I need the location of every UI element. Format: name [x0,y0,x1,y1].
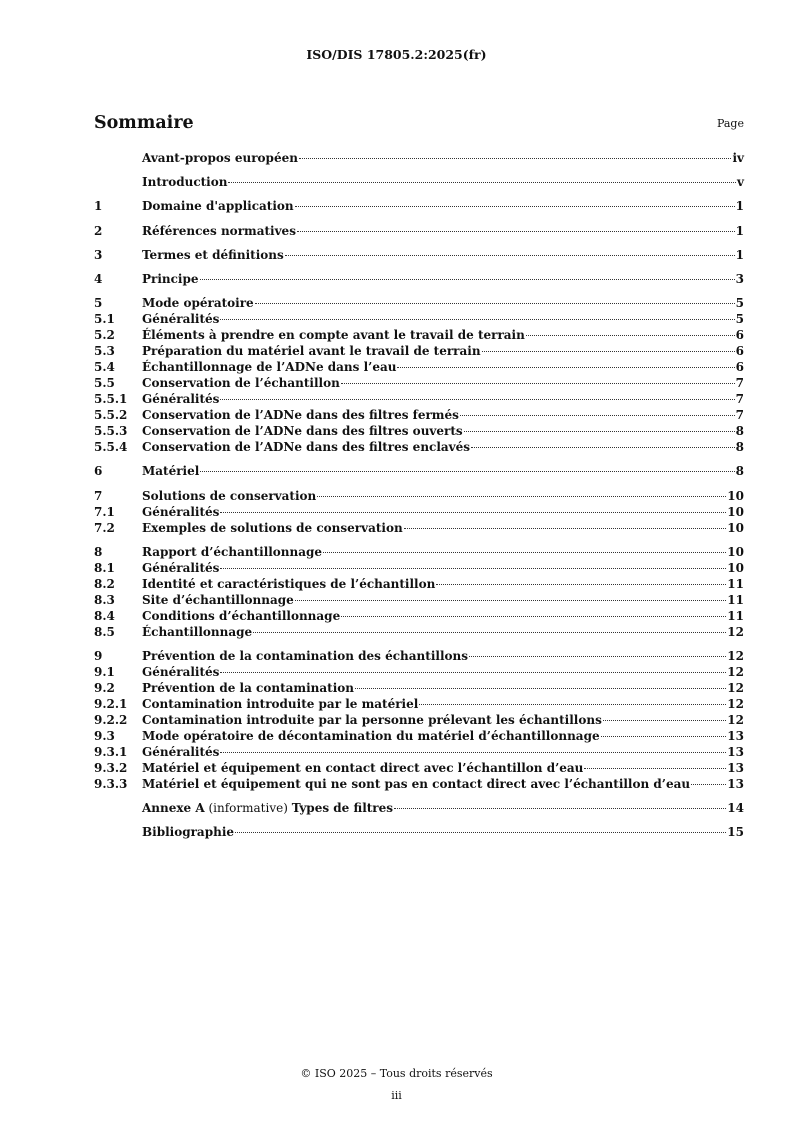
toc-entry[interactable] [94,407,744,423]
toc-entry-page: 1 [735,247,744,262]
toc-entry-number: 8.4 [94,608,115,623]
dot-leader [601,736,727,737]
toc-entry-title: Généralités [142,504,220,519]
toc-entry-title: Rapport d’échantillonnage [142,544,323,559]
dot-leader [404,528,727,529]
toc-entry-title: Généralités [142,560,220,575]
toc-entry-title: Échantillonnage de l’ADNe dans l’eau [142,360,397,375]
toc-entry-page: 13 [727,776,744,791]
toc-entry-number: 2 [94,223,103,238]
dot-leader [341,383,735,384]
toc-entry-title: Références normatives [142,223,296,238]
toc-entry-page: 8 [735,440,744,455]
toc-entry-title: Mode opératoire [142,296,254,311]
dot-leader [220,399,734,400]
toc-entry-number: 9.1 [94,664,115,679]
dot-leader [469,656,726,657]
toc-group [94,488,744,536]
dot-leader [200,471,734,472]
toc-entry-page: 5 [735,296,744,311]
toc-entry-number: 8.1 [94,560,115,575]
toc-entry-title: Matériel et équipement en contact direct avec l’échantillon d’eau [142,760,584,775]
toc-entry-page: 12 [727,696,744,711]
toc-entry-title: Conditions d’échantillonnage [142,608,341,623]
toc-entry-number: 8.2 [94,576,115,591]
toc-entry-number: 7 [94,488,103,503]
toc-entry-title: Conservation de l’ADNe dans des filtres enclavés [142,440,471,455]
toc-entry-title: Généralités [142,664,220,679]
dot-leader [436,584,726,585]
toc-entry-page: 11 [727,576,744,591]
toc-entry-title: Conservation de l’échantillon [142,376,340,391]
toc-entry[interactable] [94,247,744,263]
toc-entry[interactable] [94,271,744,287]
toc-entry-number: 5.5.3 [94,424,128,439]
dot-leader [460,415,735,416]
toc-entry-page: 13 [727,760,744,775]
toc-entry-title: Mode opératoire de décontamination du matériel d’échantillonnage [142,728,600,743]
toc-entry[interactable] [94,423,744,439]
dot-leader [471,447,735,448]
toc-entry-title: Principe [142,271,199,286]
toc-entry-number: 8 [94,544,103,559]
toc-entry-page: 8 [735,464,744,479]
toc-entry[interactable] [94,439,744,455]
dot-leader [285,255,735,256]
toc-entry-title: Échantillonnage [142,624,253,639]
toc-entry-number: 5.5.2 [94,408,128,423]
toc-entry-title: Annexe A (informative) Types de filtres [142,801,394,816]
toc-entry-title: Exemples de solutions de conservation [142,520,403,535]
toc-entry[interactable] [94,463,744,479]
toc-entry[interactable] [94,544,744,560]
toc-entry[interactable] [94,359,744,375]
toc-entry-title: Conservation de l’ADNe dans des filtres fermés [142,408,459,423]
toc-entry-page: 7 [735,392,744,407]
toc-entry-title: Matériel et équipement qui ne sont pas en contact direct avec l’échantillon d’eau [142,776,691,791]
toc-entry-page: v [737,175,744,190]
toc-entry-title: Prévention de la contamination des échantillons [142,648,468,663]
toc-group [94,150,744,166]
toc-entry-title: Termes et définitions [142,247,284,262]
toc-entry[interactable] [94,375,744,391]
dot-leader [526,335,735,336]
toc-group [94,198,744,214]
toc-entry[interactable] [94,696,744,712]
dot-leader [394,808,726,809]
toc-entry-number: 9.3 [94,728,115,743]
toc-group [94,247,744,263]
toc-entry-page: 14 [727,801,744,816]
dot-leader [299,158,732,159]
toc-entry-number: 4 [94,271,103,286]
toc-entry[interactable] [94,198,744,214]
toc-entry[interactable] [94,648,744,664]
toc-entry-page: 6 [735,360,744,375]
toc-entry-number: 6 [94,464,103,479]
table-of-contents [94,150,744,848]
toc-entry-number: 5.3 [94,344,115,359]
toc-entry-number: 5.5 [94,376,115,391]
toc-entry[interactable] [94,223,744,239]
toc-entry-page: 10 [727,560,744,575]
dot-leader [397,367,734,368]
toc-entry-title: Domaine d'application [142,199,294,214]
dot-leader [253,632,726,633]
toc-entry[interactable] [94,488,744,504]
toc-entry[interactable] [94,664,744,680]
dot-leader [419,704,726,705]
toc-entry-page: 10 [727,544,744,559]
toc-entry-page: 11 [727,608,744,623]
toc-group [94,648,744,792]
dot-leader [220,568,726,569]
toc-entry-page: 8 [735,424,744,439]
toc-entry-page: iv [732,151,744,165]
toc-entry[interactable] [94,295,744,311]
toc-entry-number: 5 [94,296,103,311]
toc-entry-number: 5.5.4 [94,440,128,455]
toc-entry-title: Généralités [142,744,220,759]
toc-entry[interactable] [94,576,744,592]
toc-group [94,223,744,239]
toc-entry[interactable] [94,760,744,776]
toc-entry-title: Avant-propos européen [142,151,298,165]
toc-entry[interactable] [94,592,744,608]
toc-entry[interactable] [94,728,744,744]
toc-entry-number: 9.2.2 [94,712,128,727]
toc-entry[interactable] [94,150,744,166]
dot-leader [220,319,734,320]
toc-entry-page: 7 [735,376,744,391]
toc-entry-title: Conservation de l’ADNe dans des filtres ouverts [142,424,463,439]
toc-entry-number: 5.5.1 [94,392,128,407]
dot-leader [355,688,726,689]
dot-leader [220,512,726,513]
dot-leader [341,616,726,617]
dot-leader [228,182,736,183]
toc-entry[interactable] [94,560,744,576]
toc-entry[interactable] [94,174,744,190]
toc-entry-page: 7 [735,408,744,423]
toc-entry-title: Introduction [142,175,228,190]
toc-entry-page: 13 [727,728,744,743]
toc-entry-title: Contamination introduite par le matériel [142,696,419,711]
toc-entry[interactable] [94,327,744,343]
toc-group [94,271,744,287]
dot-leader [691,784,726,785]
toc-entry[interactable] [94,520,744,536]
toc-entry-page: 1 [735,199,744,214]
toc-group [94,800,744,816]
toc-entry[interactable] [94,343,744,359]
dot-leader [200,279,735,280]
toc-entry-title: Identité et caractéristiques de l’échantillon [142,576,436,591]
toc-group [94,824,744,840]
toc-entry-number: 9.3.3 [94,776,128,791]
toc-entry-number: 9.2.1 [94,696,128,711]
toc-entry-title: Préparation du matériel avant le travail de terrain [142,344,481,359]
toc-entry[interactable] [94,608,744,624]
toc-entry-page: 15 [727,825,744,840]
toc-entry-page: 1 [735,223,744,238]
dot-leader [603,720,726,721]
dot-leader [297,231,735,232]
toc-entry-page: 6 [735,344,744,359]
page-column-label: Page [716,117,744,130]
dot-leader [255,303,735,304]
toc-entry[interactable] [94,680,744,696]
toc-entry-number: 9 [94,648,103,663]
toc-entry-title: Éléments à prendre en compte avant le travail de terrain [142,328,525,343]
toc-entry[interactable] [94,624,744,640]
toc-entry[interactable] [94,712,744,728]
toc-entry-page: 6 [735,328,744,343]
dot-leader [220,672,726,673]
toc-entry-page: 3 [735,271,744,286]
toc-entry[interactable] [94,504,744,520]
toc-entry-page: 12 [727,664,744,679]
dot-leader [482,351,735,352]
toc-entry-page: 12 [727,648,744,663]
document-header: ISO/DIS 17805.2:2025(fr) [306,47,487,62]
toc-entry-number: 9.2 [94,680,115,695]
toc-title-row [94,113,744,137]
toc-entry-number: 7.1 [94,504,115,519]
dot-leader [220,752,726,753]
toc-entry-number: 9.3.1 [94,744,128,759]
toc-entry-number: 5.1 [94,312,115,327]
toc-entry-title: Généralités [142,312,220,327]
dot-leader [323,552,726,553]
toc-group [94,174,744,190]
toc-entry-page: 12 [727,624,744,639]
dot-leader [584,768,726,769]
toc-entry-number: 9.3.2 [94,760,128,775]
toc-entry-title: Site d’échantillonnage [142,592,294,607]
toc-entry-number: 5.4 [94,360,115,375]
page-title: Sommaire [94,113,194,133]
toc-entry-number: 5.2 [94,328,115,343]
toc-entry-title: Généralités [142,392,220,407]
toc-entry-title: Matériel [142,464,200,479]
toc-entry-number: 3 [94,247,103,262]
page-number: iii [391,1089,402,1102]
copyright-footer: © ISO 2025 – Tous droits réservés [300,1067,493,1080]
toc-entry-title: Solutions de conservation [142,488,317,503]
toc-entry-page: 10 [727,520,744,535]
toc-entry-number: 1 [94,199,103,214]
dot-leader [295,206,735,207]
toc-entry[interactable] [94,800,744,816]
dot-leader [464,431,735,432]
toc-entry[interactable] [94,391,744,407]
toc-entry-title: Prévention de la contamination [142,680,354,695]
toc-group [94,463,744,479]
toc-entry-page: 12 [727,680,744,695]
toc-entry-number: 8.3 [94,592,115,607]
toc-entry-page: 11 [727,592,744,607]
toc-entry-page: 10 [727,488,744,503]
toc-entry-page: 10 [727,504,744,519]
toc-entry-page: 12 [727,712,744,727]
toc-group [94,544,744,640]
dot-leader [235,832,726,833]
toc-entry-number: 8.5 [94,624,115,639]
toc-group [94,295,744,455]
toc-entry-page: 13 [727,744,744,759]
toc-entry[interactable] [94,744,744,760]
toc-entry[interactable] [94,824,744,840]
dot-leader [317,496,726,497]
toc-entry[interactable] [94,311,744,327]
toc-entry-title: Bibliographie [142,825,235,840]
toc-entry-number: 7.2 [94,520,115,535]
toc-entry-page: 5 [735,312,744,327]
toc-entry[interactable] [94,776,744,792]
toc-entry-title: Contamination introduite par la personne prélevant les échantillons [142,712,602,727]
dot-leader [295,600,727,601]
